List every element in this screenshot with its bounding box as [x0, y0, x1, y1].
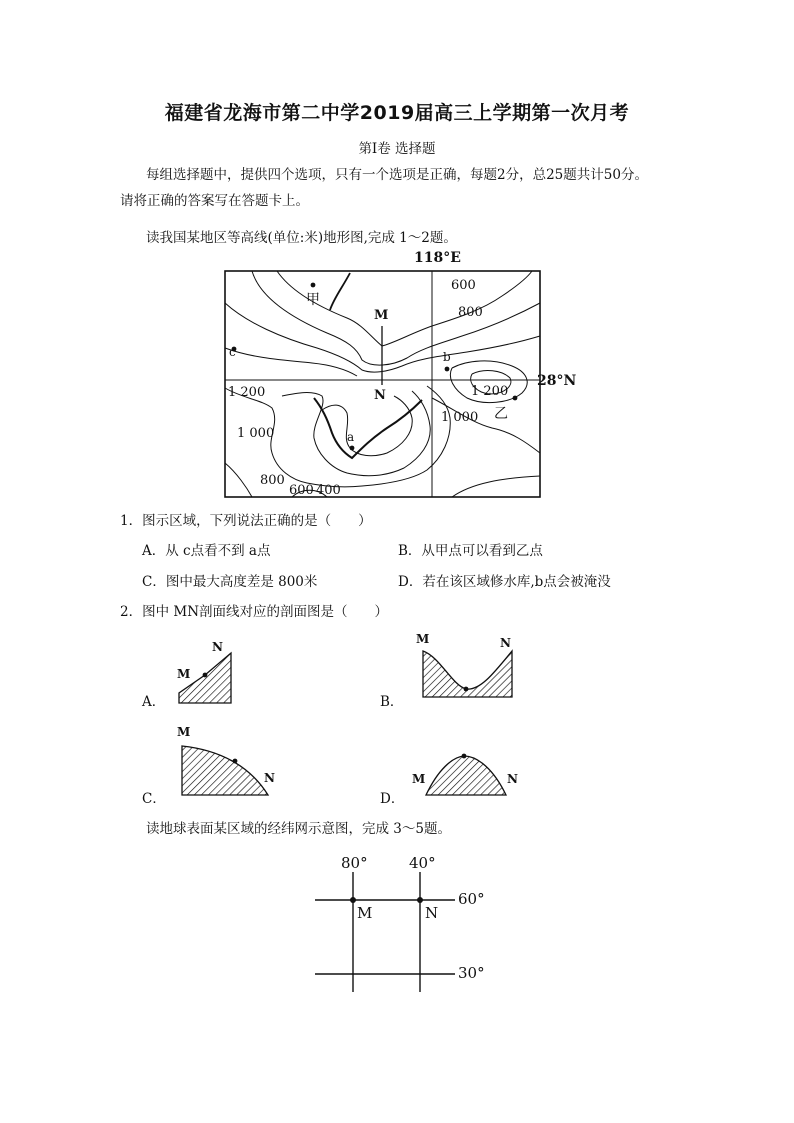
- q1-option-c[interactable]: C．图中最大高度差是 800米: [142, 574, 318, 590]
- river-north: [330, 273, 350, 310]
- contour-map: [222, 248, 582, 504]
- section-title: 第Ⅰ卷 选择题: [358, 141, 436, 157]
- contour-line: [225, 463, 252, 497]
- q1-stem: 1．图示区域，下列说法正确的是（ ）: [120, 513, 372, 529]
- point-jia-dot: [311, 283, 316, 288]
- instructions-line-2: 请将正确的答案写在答题卡上。: [120, 193, 309, 209]
- point-b-dot: [445, 367, 450, 372]
- group1-intro: 读我国某地区等高线(单位:米)地形图,完成 1～2题。: [146, 230, 457, 246]
- page-title: 福建省龙海市第二中学2019届高三上学期第一次月考: [164, 102, 630, 124]
- q1-option-a[interactable]: A．从 c点看不到 a点: [142, 543, 271, 559]
- point-n-dot: [417, 897, 423, 903]
- contour-label-1000-east: 1 000: [441, 410, 479, 425]
- profile-b-n: N: [500, 636, 511, 650]
- contour-label-400-south: 400: [316, 483, 341, 498]
- contour-line: [452, 476, 540, 497]
- point-jia-label: 甲: [306, 292, 320, 308]
- profile-d-letter[interactable]: D．: [380, 791, 405, 807]
- latitude-label: 28°N: [537, 373, 577, 389]
- graticule-point-n: N: [425, 904, 439, 922]
- contour-line: [322, 396, 412, 456]
- river-south: [314, 398, 422, 458]
- lat-60-label: 60°: [458, 890, 485, 908]
- contour-line: [432, 398, 540, 453]
- profile-b-letter[interactable]: B．: [380, 694, 404, 710]
- contour-label-1200-east: 1 200: [471, 384, 509, 399]
- profile-a-letter[interactable]: A．: [142, 694, 166, 710]
- longitude-label: 118°E: [414, 250, 461, 266]
- profile-b[interactable]: [420, 645, 516, 701]
- contour-label-600: 600: [451, 278, 476, 293]
- point-c-label: c: [229, 345, 236, 359]
- q2-stem: 2．图中 MN剖面线对应的剖面图是（ ）: [120, 604, 389, 620]
- profile-b-m: M: [416, 632, 430, 646]
- profile-d[interactable]: [424, 752, 508, 798]
- lat-30-label: 30°: [458, 964, 485, 982]
- q1-option-b[interactable]: B．从甲点可以看到乙点: [398, 543, 543, 559]
- profile-c-letter[interactable]: C．: [142, 791, 166, 807]
- lon-80-label: 80°: [341, 854, 368, 872]
- point-m-dot: [350, 897, 356, 903]
- profile-d-m: M: [412, 772, 426, 786]
- group2-intro: 读地球表面某区域的经纬网示意图，完成 3～5题。: [146, 821, 451, 837]
- lon-40-label: 40°: [409, 854, 436, 872]
- contour-line: [225, 348, 357, 376]
- contour-label-800-south: 800: [260, 473, 285, 488]
- contour-label-1200-west: 1 200: [228, 385, 266, 400]
- point-m-label: M: [374, 308, 389, 323]
- point-a-dot: [350, 446, 355, 451]
- instructions-line-1: 每组选择题中，提供四个选项，只有一个选项是正确，每题2分，总25题共计50分。: [146, 167, 648, 183]
- contour-line: [252, 271, 540, 365]
- contour-label-1000-west: 1 000: [237, 426, 275, 441]
- graticule-point-m: M: [357, 904, 373, 922]
- profile-d-n: N: [507, 772, 518, 786]
- q1-option-d[interactable]: D．若在该区域修水库,b点会被淹没: [398, 574, 611, 590]
- point-yi-dot: [513, 396, 518, 401]
- profile-a-n: N: [212, 640, 223, 654]
- profile-c-n: N: [264, 771, 275, 785]
- profile-c-m: M: [177, 725, 191, 739]
- point-b-label: b: [443, 350, 451, 364]
- point-n-label: N: [374, 388, 386, 403]
- contour-line: [282, 391, 430, 476]
- profile-a-m: M: [177, 667, 191, 681]
- contour-label-800: 800: [458, 305, 483, 320]
- point-a-label: a: [347, 430, 355, 444]
- point-yi-label: 乙: [494, 406, 508, 422]
- profile-c[interactable]: [180, 738, 272, 798]
- contour-label-600-south: 600: [289, 483, 314, 498]
